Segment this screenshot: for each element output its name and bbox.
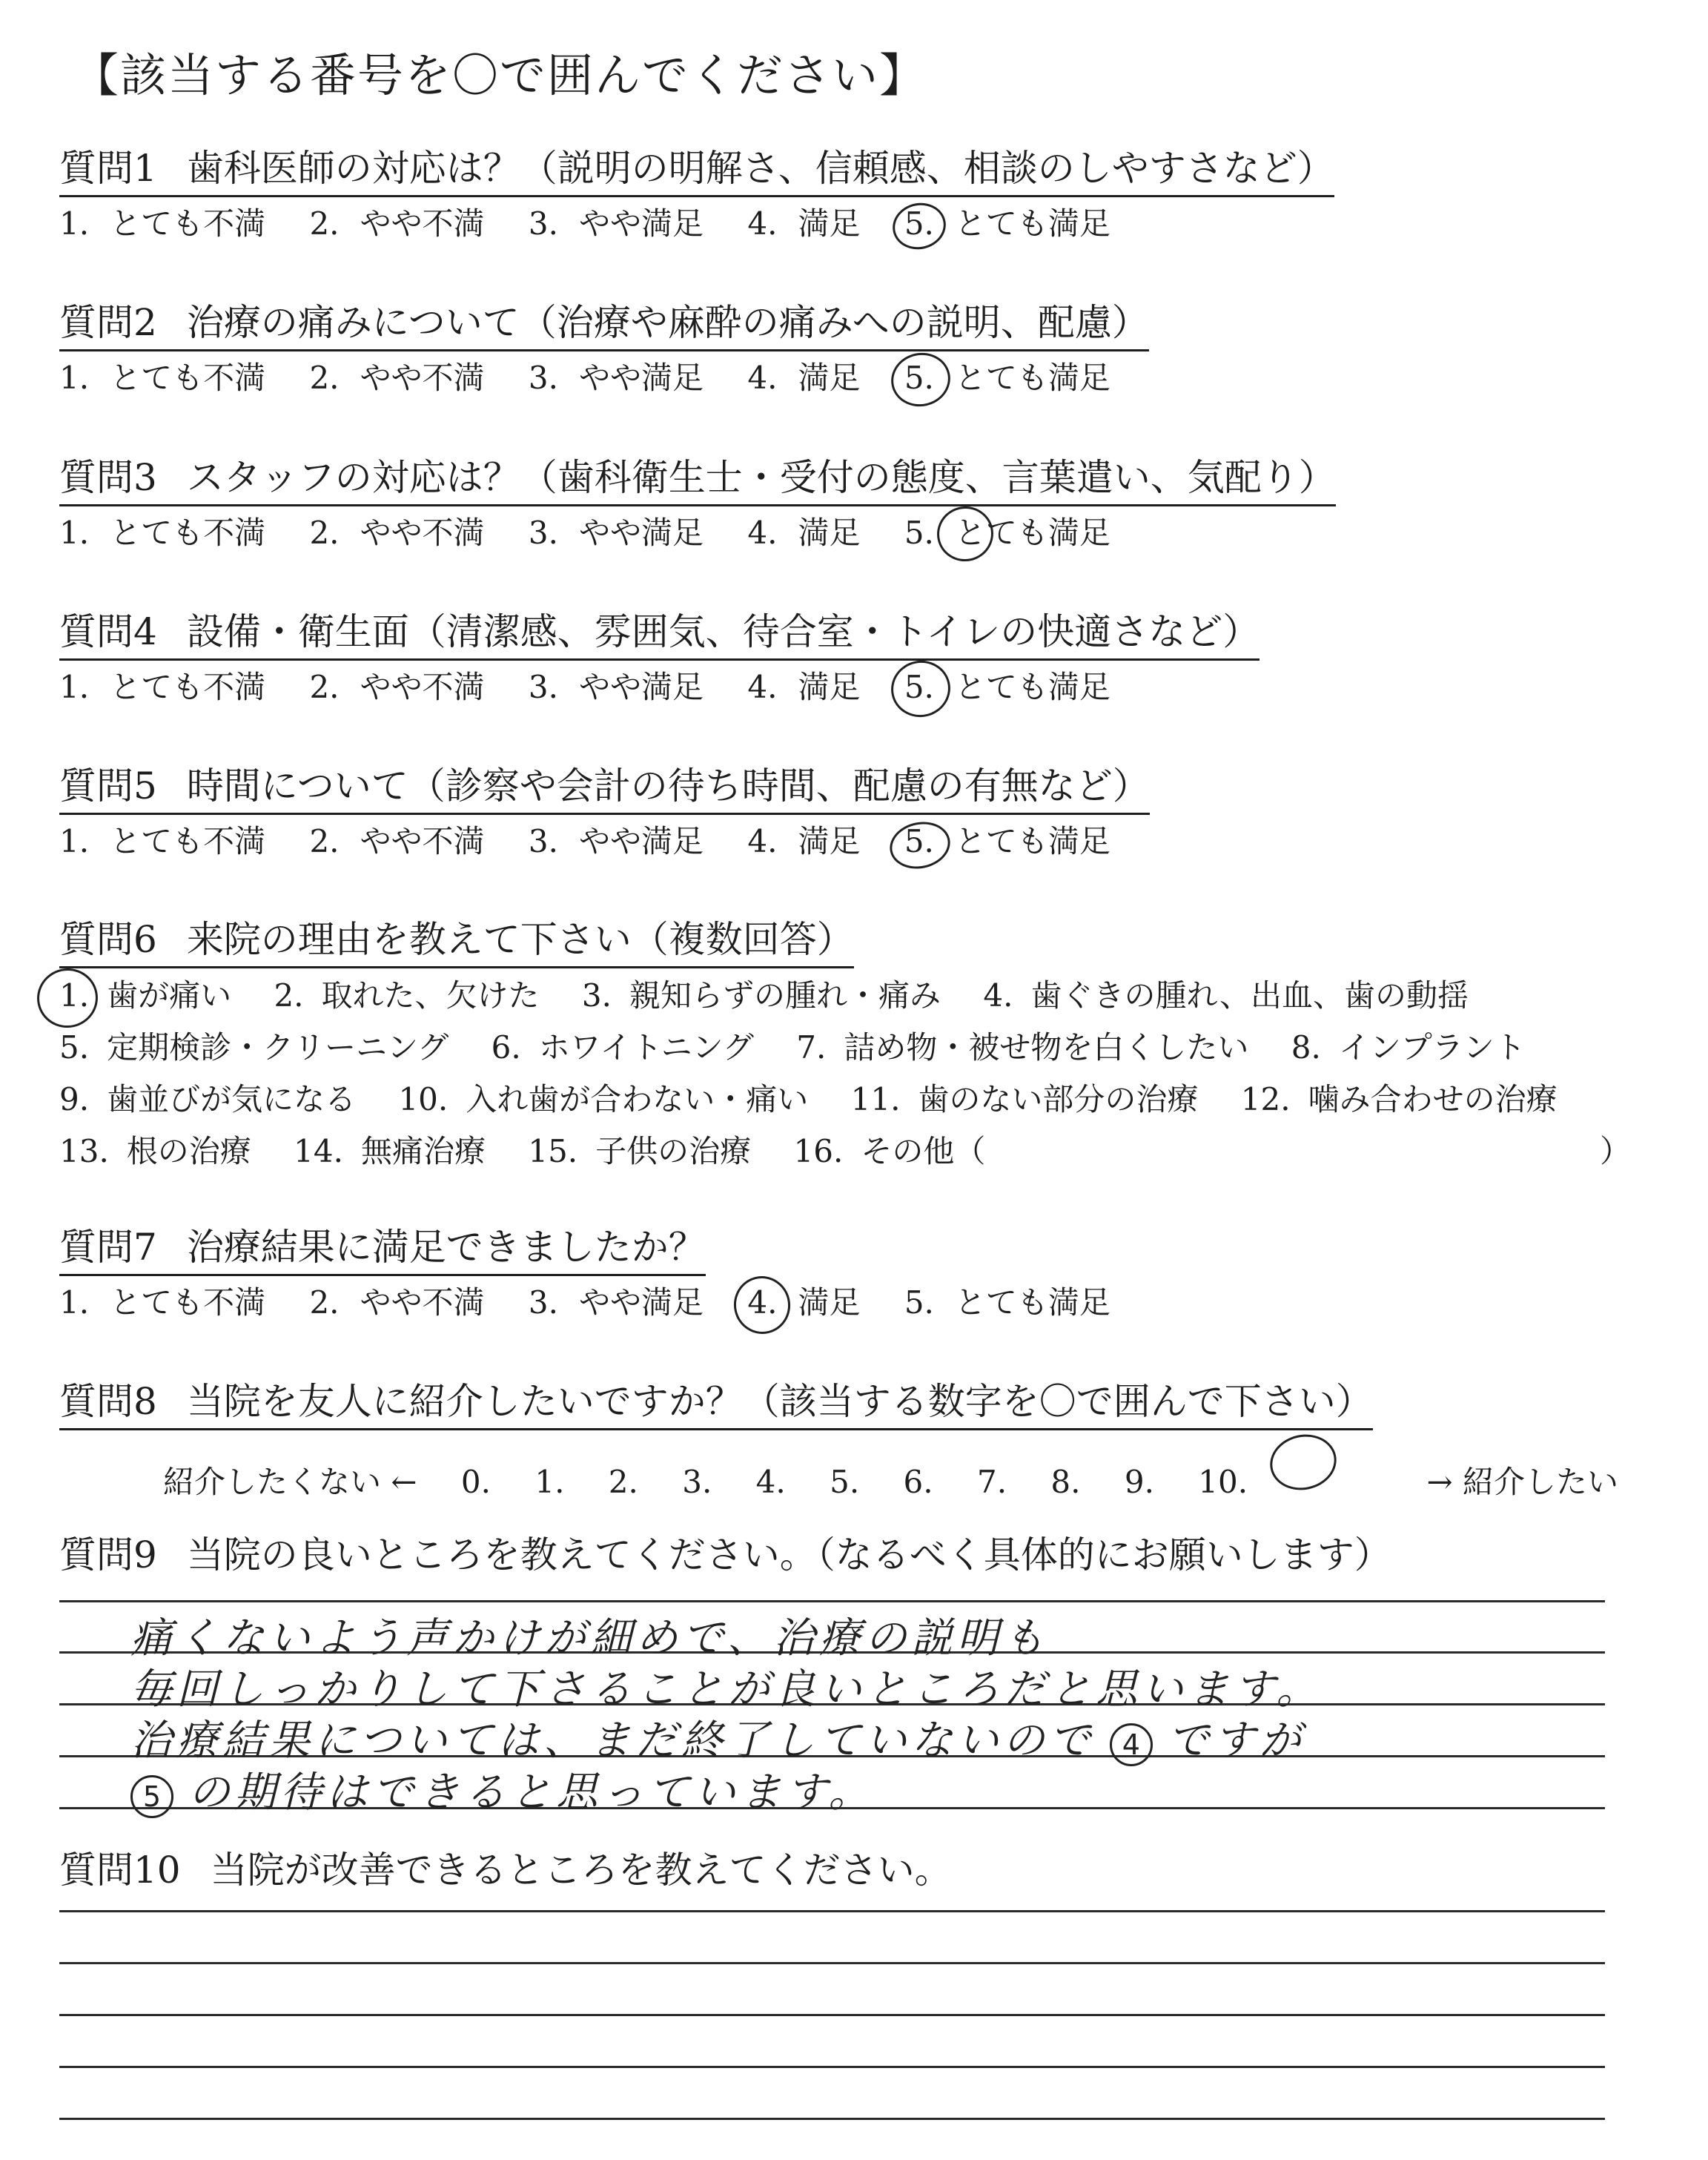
option-row [59,1281,1145,1325]
question-heading [59,454,1336,506]
reason-item[interactable]: 2. 取れた、欠けた [274,977,540,1014]
question-text: スタッフの対応は？（歯科衛生士・受付の態度、言葉遣い、気配り） [186,456,1336,499]
question-1 [59,145,1334,246]
question-heading [59,1223,706,1276]
option-3[interactable]: 3. やや満足 [528,360,704,396]
answer-line [59,1600,1605,1602]
question-number: 質問3 [59,456,157,499]
option-1[interactable]: 1. とても不満 [59,823,266,859]
page-title: 【該当する番号を〇で囲んでください】 [73,48,927,102]
answer-line[interactable] [59,2118,1605,2120]
question-number: 質問9 [59,1533,157,1576]
option-4[interactable]: 4. 満足 [747,205,861,242]
answer-line[interactable] [59,2014,1605,2016]
reason-item-other[interactable]: 16. その他（ [793,1133,986,1169]
selection-circle [932,501,999,567]
option-2[interactable]: 2. やや不満 [309,515,485,551]
scale-option-10[interactable]: 10. [1198,1438,1383,1505]
reason-item[interactable]: 11. 歯のない部分の治療 [850,1081,1199,1117]
question-2 [59,299,1149,400]
option-4[interactable]: 4. 満足 [747,1281,860,1325]
scale-option-3[interactable]: 3. [682,1464,712,1500]
scale-option-0[interactable]: 0. [460,1464,491,1500]
question-9 [59,1531,1391,1579]
question-5 [59,762,1150,864]
answer-line[interactable] [59,2066,1605,2068]
scale-option-1[interactable]: 1. [534,1464,565,1500]
question-4 [59,608,1260,710]
option-row [59,356,1149,400]
reason-item[interactable]: 4. 歯ぐきの腫れ、出血、歯の動揺 [983,977,1469,1014]
question-heading [59,1378,1373,1430]
handwritten-answer-line-2: 毎回しっかりして下さることが良いところだと思います。 [130,1665,1323,1714]
selection-circle [1265,1428,1341,1496]
question-text: 歯科医師の対応は？（説明の明解さ、信頼感、相談のしやすさなど） [186,147,1334,190]
question-text: 設備・衛生面（清潔感、雰囲気、待合室・トイレの快適さなど） [186,610,1260,653]
reason-item[interactable]: 10. 入れ歯が合わない・痛い [398,1081,809,1117]
question-number: 質問1 [59,147,157,190]
scale-right-label: → 紹介したい [1426,1464,1618,1500]
question-heading [59,608,1260,661]
option-3[interactable]: 3. やや満足 [528,515,704,551]
answer-line[interactable] [59,1962,1605,1964]
question-heading [59,916,854,968]
question-number: 質問8 [59,1380,157,1423]
question-number: 質問7 [59,1226,157,1269]
selection-circle [888,198,950,254]
option-3[interactable]: 3. やや満足 [528,669,704,705]
reason-line [59,1022,1590,1074]
scale-option-6[interactable]: 6. [903,1464,933,1500]
scale-option-4[interactable]: 4. [755,1464,786,1500]
reason-item[interactable]: 12. 噛み合わせの治療 [1240,1081,1558,1117]
question-text: 治療の痛みについて（治療や麻酔の痛みへの説明、配慮） [186,301,1149,344]
question-8 [59,1378,1652,1505]
option-1[interactable]: 1. とても不満 [59,515,266,551]
question-text: 当院を友人に紹介したいですか？（該当する数字を〇で囲んで下さい） [186,1380,1373,1423]
scale-option-5[interactable]: 5. [830,1464,860,1500]
option-4[interactable]: 4. 満足 [747,360,861,396]
option-4[interactable]: 4. 満足 [747,669,861,705]
option-row [59,202,1334,246]
option-4[interactable]: 4. 満足 [747,515,861,551]
reason-item[interactable]: 6. ホワイトニング [491,1029,754,1066]
scale-option-9[interactable]: 9. [1124,1464,1154,1500]
handwritten-answer-line-3: 治療結果については、まだ終了していないので 4 ですが [130,1717,1305,1765]
handwritten-answer-line-1: 痛くないよう声かけが細めで、治療の説明も [130,1614,1049,1662]
option-2[interactable]: 2. やや不満 [309,823,485,859]
option-3[interactable]: 3. やや満足 [528,1284,704,1321]
question-heading [59,299,1149,351]
selection-circle [885,816,954,874]
option-2[interactable]: 2. やや不満 [309,1284,485,1321]
selection-circle [886,655,956,723]
reason-line [59,1074,1590,1126]
option-row [59,511,1336,555]
option-5[interactable]: 5. とても満足 [904,819,1110,864]
question-heading [59,145,1334,197]
option-5[interactable]: 5. とても満足 [904,202,1110,246]
option-1[interactable]: 1. とても不満 [59,360,266,396]
question-number: 質問5 [59,764,157,807]
option-2[interactable]: 2. やや不満 [309,205,485,242]
question-text: 時間について（診察や会計の待ち時間、配慮の有無など） [186,764,1150,807]
reason-item[interactable]: 5. 定期検診・クリーニング [59,1029,449,1066]
question-number: 質問6 [59,918,157,961]
option-row [59,665,1260,710]
scale-left-label: 紹介したくない ← [163,1464,417,1500]
reason-item[interactable]: 8. インプラント [1291,1029,1526,1066]
circled-number: 4 [1110,1723,1153,1766]
option-1[interactable]: 1. とても不満 [59,669,266,705]
option-2[interactable]: 2. やや不満 [309,669,485,705]
selection-circle [729,1271,796,1339]
reason-item[interactable]: 13. 根の治療 [59,1133,251,1169]
question-number: 質問4 [59,610,157,653]
reason-line [59,970,1590,1022]
recommend-scale [163,1438,1652,1505]
other-close-paren: ） [1600,1133,1632,1169]
circled-number: 5 [130,1775,173,1818]
question-heading [59,1531,1391,1579]
handwritten-answer-line-4: 5 の期待はできると思っています。 [130,1760,875,1819]
question-number: 質問10 [59,1849,181,1892]
reason-item[interactable]: 9. 歯並びが気になる [59,1081,357,1117]
option-1[interactable]: 1. とても不満 [59,205,266,242]
question-6 [59,916,1632,1178]
reason-line [59,1126,1632,1178]
question-heading [59,1846,952,1894]
reason-list [59,970,1632,1178]
option-3[interactable]: 3. やや満足 [528,205,704,242]
question-text: 治療結果に満足できましたか？ [186,1226,706,1269]
option-5[interactable]: 5. とても満足 [904,356,1110,400]
option-2[interactable]: 2. やや不満 [309,360,485,396]
scale-option-8[interactable]: 8. [1050,1464,1081,1500]
question-3 [59,454,1336,555]
reason-item[interactable]: 15. 子供の治療 [528,1133,752,1169]
question-text: 来院の理由を教えて下さい（複数回答） [186,918,854,961]
question-text: 当院が改善できるところを教えてください。 [210,1849,952,1892]
option-5[interactable]: 5. とても満足 [904,511,1110,555]
option-3[interactable]: 3. やや満足 [528,823,704,859]
option-row [59,819,1150,864]
reason-item[interactable]: 7. 詰め物・被せ物を白くしたい [796,1029,1249,1066]
selection-circle [886,347,955,412]
option-4[interactable]: 4. 満足 [747,823,861,859]
answer-line[interactable] [59,1910,1605,1912]
reason-item[interactable]: 14. 無痛治療 [294,1133,486,1169]
option-5[interactable]: 5. とても満足 [904,1284,1110,1321]
question-10 [59,1846,952,1894]
question-7 [59,1223,1145,1325]
question-text: 当院の良いところを教えてください。（なるべく具体的にお願いします） [186,1533,1391,1576]
reason-item[interactable]: 3. 親知らずの腫れ・痛み [581,977,941,1014]
scale-option-7[interactable]: 7. [976,1464,1007,1500]
question-number: 質問2 [59,301,157,344]
option-1[interactable]: 1. とても不満 [59,1284,266,1321]
scale-option-2[interactable]: 2. [608,1464,638,1500]
option-5[interactable]: 5. とても満足 [904,665,1110,710]
question-heading [59,762,1150,815]
reason-item[interactable]: 1. 歯が痛い [59,970,231,1022]
